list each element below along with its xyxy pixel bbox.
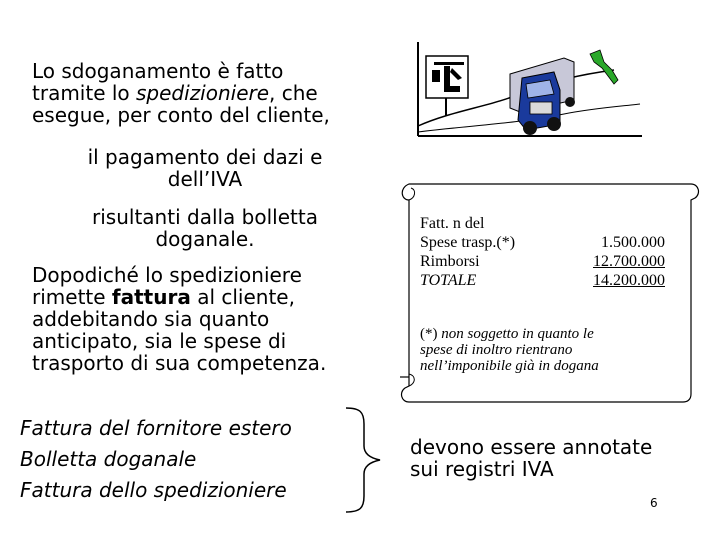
footnote [420, 326, 670, 374]
fattura-line-2: rimette fattura al cliente, [32, 285, 295, 309]
fattura-line-1: Dopodiché lo spedizioniere [32, 263, 302, 287]
spedizioniere-term: spedizioniere [136, 81, 270, 105]
footnote-line-2: spese di inoltro rientrano [420, 342, 573, 358]
table-row [420, 271, 665, 290]
row-label: TOTALE [420, 272, 477, 289]
annotate-line-1: devono essere annotate [410, 435, 653, 459]
row-value: 1.500.000 [601, 234, 665, 251]
row-label: Spese trasp.(*) [420, 234, 516, 251]
intro-paragraph [32, 60, 372, 126]
table-row [420, 252, 665, 271]
bolletta-paragraph [40, 206, 370, 250]
row-value: 14.200.000 [593, 272, 665, 289]
right-brace-icon [340, 400, 390, 515]
row-label: Rimborsi [420, 253, 480, 270]
invoice-table [420, 214, 665, 290]
documents-list [20, 413, 292, 506]
list-item: Bolletta doganale [20, 447, 197, 471]
intro-line-2: tramite lo spedizioniere, che [32, 81, 318, 105]
dazi-line-1: il pagamento dei dazi e [87, 145, 323, 169]
row-value: 12.700.000 [593, 253, 665, 270]
dazi-line-2: dell’IVA [167, 167, 243, 191]
table-row [420, 233, 665, 252]
page-number: 6 [650, 496, 658, 510]
footnote-line-1: (*) non soggetto in quanto le [420, 326, 594, 342]
list-item: Fattura dello spedizioniere [20, 478, 287, 502]
intro-line-3: esegue, per conto del cliente, [32, 103, 330, 127]
fattura-line-4: anticipato, sia le spese di [32, 329, 287, 353]
invoice-header: Fatt. n del [420, 215, 485, 232]
bolletta-line-2: doganale. [155, 227, 255, 251]
dazi-paragraph [40, 146, 370, 190]
annotate-line-2: sui registri IVA [410, 457, 554, 481]
bolletta-line-1: risultanti dalla bolletta [92, 205, 318, 229]
fattura-term: fattura [111, 285, 191, 309]
list-item: Fattura del fornitore estero [20, 416, 292, 440]
annotate-text [410, 436, 652, 480]
fattura-paragraph [32, 264, 372, 374]
truck-customs-icon [414, 40, 644, 140]
fattura-line-5: trasporto di sua competenza. [32, 351, 327, 375]
intro-line-1: Lo sdoganamento è fatto [32, 59, 284, 83]
footnote-line-3: nell’imponibile già in dogana [420, 358, 599, 374]
fattura-line-3: addebitando sia quanto [32, 307, 270, 331]
